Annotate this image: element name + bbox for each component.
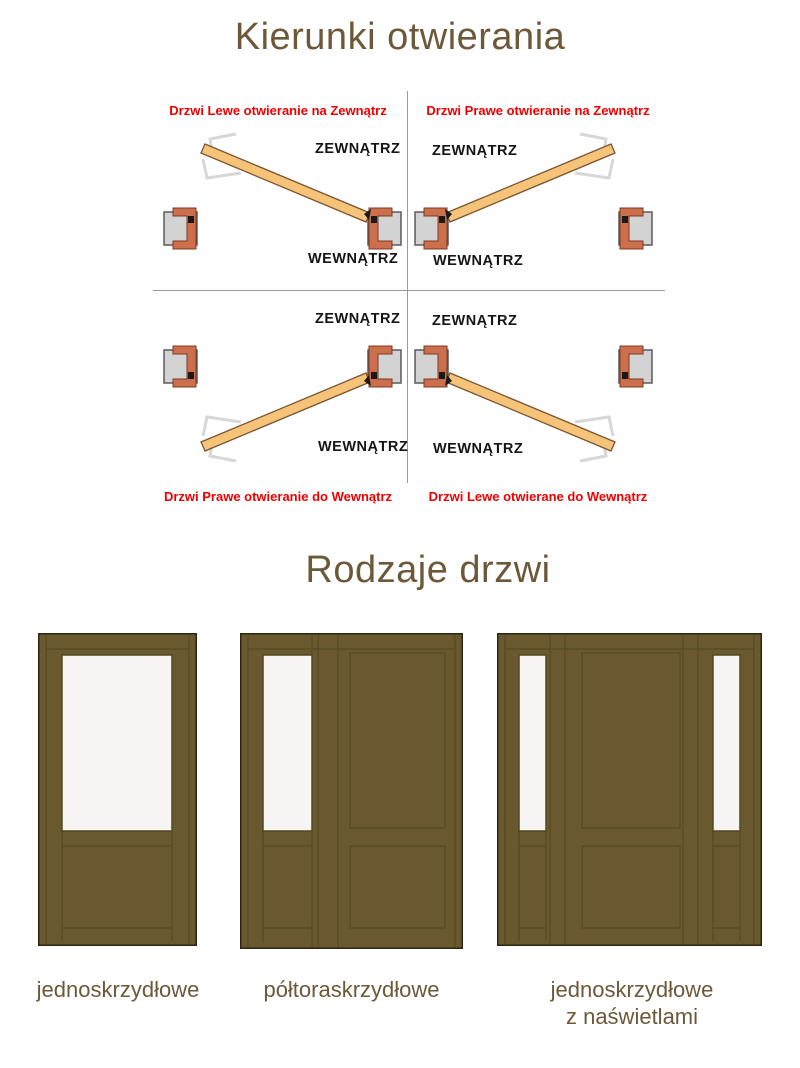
quadrant-caption: Drzwi Prawe otwieranie na Zewnątrz <box>426 103 650 118</box>
door-type-label <box>497 976 767 1030</box>
quadrant-top-right <box>408 89 668 289</box>
outside-label: ZEWNĄTRZ <box>432 143 518 159</box>
door-types-section <box>0 592 800 1066</box>
quadrant-bottom-right <box>408 289 668 515</box>
outside-label: ZEWNĄTRZ <box>315 311 401 327</box>
door-swing-graphic <box>408 306 668 506</box>
one-and-half-leaf-door-illustration <box>240 633 463 949</box>
door-type-label <box>240 976 463 1003</box>
types-title: Rodzaje drzwi <box>305 549 551 591</box>
single-leaf-door-illustration <box>38 633 197 946</box>
inside-label: WEWNĄTRZ <box>433 253 524 269</box>
door-swing-graphic <box>148 306 408 506</box>
door-type-label-line2: z naświetlami <box>565 1004 699 1029</box>
outside-label: ZEWNĄTRZ <box>432 313 518 329</box>
inside-label: WEWNĄTRZ <box>433 441 524 457</box>
door-type-label-line1: jednoskrzydłowe <box>550 977 714 1002</box>
door-type-label-line1: półtoraskrzydłowe <box>263 977 440 1002</box>
inside-label: WEWNĄTRZ <box>318 439 409 455</box>
quadrant-caption: Drzwi Prawe otwieranie do Wewnątrz <box>163 489 393 504</box>
quadrant-top-left <box>148 89 408 289</box>
door-type-label <box>0 976 236 1003</box>
quadrant-caption: Drzwi Lewe otwieranie na Zewnątrz <box>169 103 387 118</box>
quadrant-bottom-left <box>148 289 408 515</box>
outside-label: ZEWNĄTRZ <box>315 141 401 157</box>
opening-directions-diagram <box>0 87 800 507</box>
door-type-label-line1: jednoskrzydłowe <box>36 977 200 1002</box>
quadrant-caption: Drzwi Lewe otwierane do Wewnątrz <box>428 489 648 504</box>
directions-title: Kierunki otwierania <box>234 16 566 58</box>
inside-label: WEWNĄTRZ <box>308 251 399 267</box>
door-with-sidelights-illustration <box>497 633 762 946</box>
